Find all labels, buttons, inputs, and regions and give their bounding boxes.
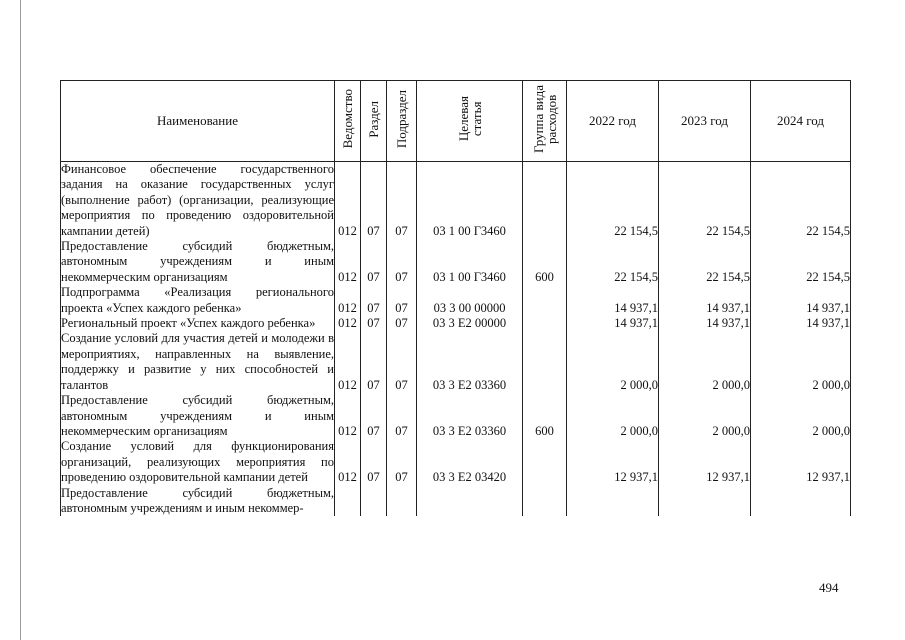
row-2023 <box>659 486 751 517</box>
row-group <box>523 285 567 316</box>
row-razdel: 07 <box>361 316 387 331</box>
row-target: 03 3 E2 03360 <box>417 393 523 439</box>
table-header-row <box>61 81 851 162</box>
row-2024: 22 154,5 <box>751 239 851 285</box>
header-2024: 2024 год <box>751 81 851 162</box>
row-podrazdel: 07 <box>387 285 417 316</box>
row-2023: 2 000,0 <box>659 331 751 393</box>
table-row <box>61 331 851 393</box>
row-2022: 2 000,0 <box>567 393 659 439</box>
row-group: 600 <box>523 239 567 285</box>
row-target: 03 3 00 00000 <box>417 285 523 316</box>
header-target: Целевая статья <box>417 81 523 162</box>
row-vedomstvo: 012 <box>335 316 361 331</box>
row-2024: 14 937,1 <box>751 316 851 331</box>
row-2023: 22 154,5 <box>659 239 751 285</box>
row-razdel <box>361 486 387 517</box>
budget-table <box>60 80 851 516</box>
row-podrazdel: 07 <box>387 162 417 240</box>
row-2022: 14 937,1 <box>567 285 659 316</box>
header-group: Группа вида расходов <box>523 81 567 162</box>
header-2022: 2022 год <box>567 81 659 162</box>
row-name: Создание условий для участия детей и молодежи в мероприятиях, направленных на выявление, поддержку и развитие у них способностей и талантов <box>61 331 334 392</box>
page-edge-line <box>20 0 21 640</box>
row-2023: 12 937,1 <box>659 439 751 485</box>
row-2022: 14 937,1 <box>567 316 659 331</box>
row-name: Предоставление субсидий бюджетным, автономным учреждениям и иным некоммерческим организациям <box>61 239 334 284</box>
row-group <box>523 316 567 331</box>
row-vedomstvo: 012 <box>335 285 361 316</box>
row-name: Предоставление субсидий бюджетным, автономным учреждениям и иным некоммер- <box>61 485 334 515</box>
row-2024: 22 154,5 <box>751 162 851 240</box>
row-2024: 12 937,1 <box>751 439 851 485</box>
row-name: Финансовое обеспечение государственного задания на оказание государственных услуг (выполнение работ) (организации, реализующие мероприятия по проведению оздоровительной кампании детей) <box>61 162 334 238</box>
row-name: Предоставление субсидий бюджетным, автономным учреждениям и иным некоммерческим организациям <box>61 393 334 438</box>
row-2024: 2 000,0 <box>751 331 851 393</box>
header-name: Наименование <box>61 81 335 162</box>
row-target: 03 1 00 Г3460 <box>417 162 523 240</box>
row-target: 03 3 E2 03360 <box>417 331 523 393</box>
row-target: 03 1 00 Г3460 <box>417 239 523 285</box>
row-razdel: 07 <box>361 162 387 240</box>
row-2023: 14 937,1 <box>659 285 751 316</box>
row-podrazdel: 07 <box>387 316 417 331</box>
row-2023: 14 937,1 <box>659 316 751 331</box>
row-group <box>523 486 567 517</box>
table-row <box>61 162 851 240</box>
table-row <box>61 393 851 439</box>
row-razdel: 07 <box>361 285 387 316</box>
table-row <box>61 285 851 316</box>
row-target <box>417 486 523 517</box>
row-vedomstvo <box>335 486 361 517</box>
row-razdel: 07 <box>361 239 387 285</box>
row-razdel: 07 <box>361 393 387 439</box>
row-name: Региональный проект «Успех каждого ребенка» <box>61 316 335 331</box>
row-name: Подпрограмма «Реализация регионального проекта «Успех каждого ребенка» <box>61 285 334 315</box>
row-2022: 22 154,5 <box>567 239 659 285</box>
table-row <box>61 486 851 517</box>
row-2022: 12 937,1 <box>567 439 659 485</box>
row-group <box>523 439 567 485</box>
row-2022: 22 154,5 <box>567 162 659 240</box>
row-podrazdel: 07 <box>387 239 417 285</box>
row-vedomstvo: 012 <box>335 393 361 439</box>
table-row <box>61 316 851 331</box>
row-2022 <box>567 486 659 517</box>
table-row <box>61 239 851 285</box>
row-group <box>523 331 567 393</box>
row-razdel: 07 <box>361 439 387 485</box>
row-podrazdel: 07 <box>387 393 417 439</box>
row-vedomstvo: 012 <box>335 239 361 285</box>
row-2023: 2 000,0 <box>659 393 751 439</box>
row-vedomstvo: 012 <box>335 331 361 393</box>
row-vedomstvo: 012 <box>335 439 361 485</box>
row-2024 <box>751 486 851 517</box>
row-vedomstvo: 012 <box>335 162 361 240</box>
header-razdel: Раздел <box>361 81 387 162</box>
row-razdel: 07 <box>361 331 387 393</box>
table-row <box>61 439 851 485</box>
row-2024: 2 000,0 <box>751 393 851 439</box>
row-podrazdel: 07 <box>387 331 417 393</box>
row-2024: 14 937,1 <box>751 285 851 316</box>
row-group: 600 <box>523 393 567 439</box>
page-number: 494 <box>819 580 839 595</box>
row-name: Создание условий для функционирования организаций, реализующих мероприятия по проведению оздоровительной кампании детей <box>61 439 334 485</box>
row-podrazdel: 07 <box>387 439 417 485</box>
row-2022: 2 000,0 <box>567 331 659 393</box>
row-podrazdel <box>387 486 417 517</box>
header-2023: 2023 год <box>659 81 751 162</box>
row-2023: 22 154,5 <box>659 162 751 240</box>
row-group <box>523 162 567 240</box>
row-target: 03 3 E2 00000 <box>417 316 523 331</box>
header-podrazdel: Подраздел <box>387 81 417 162</box>
row-target: 03 3 E2 03420 <box>417 439 523 485</box>
header-vedomstvo: Ведомство <box>335 81 361 162</box>
